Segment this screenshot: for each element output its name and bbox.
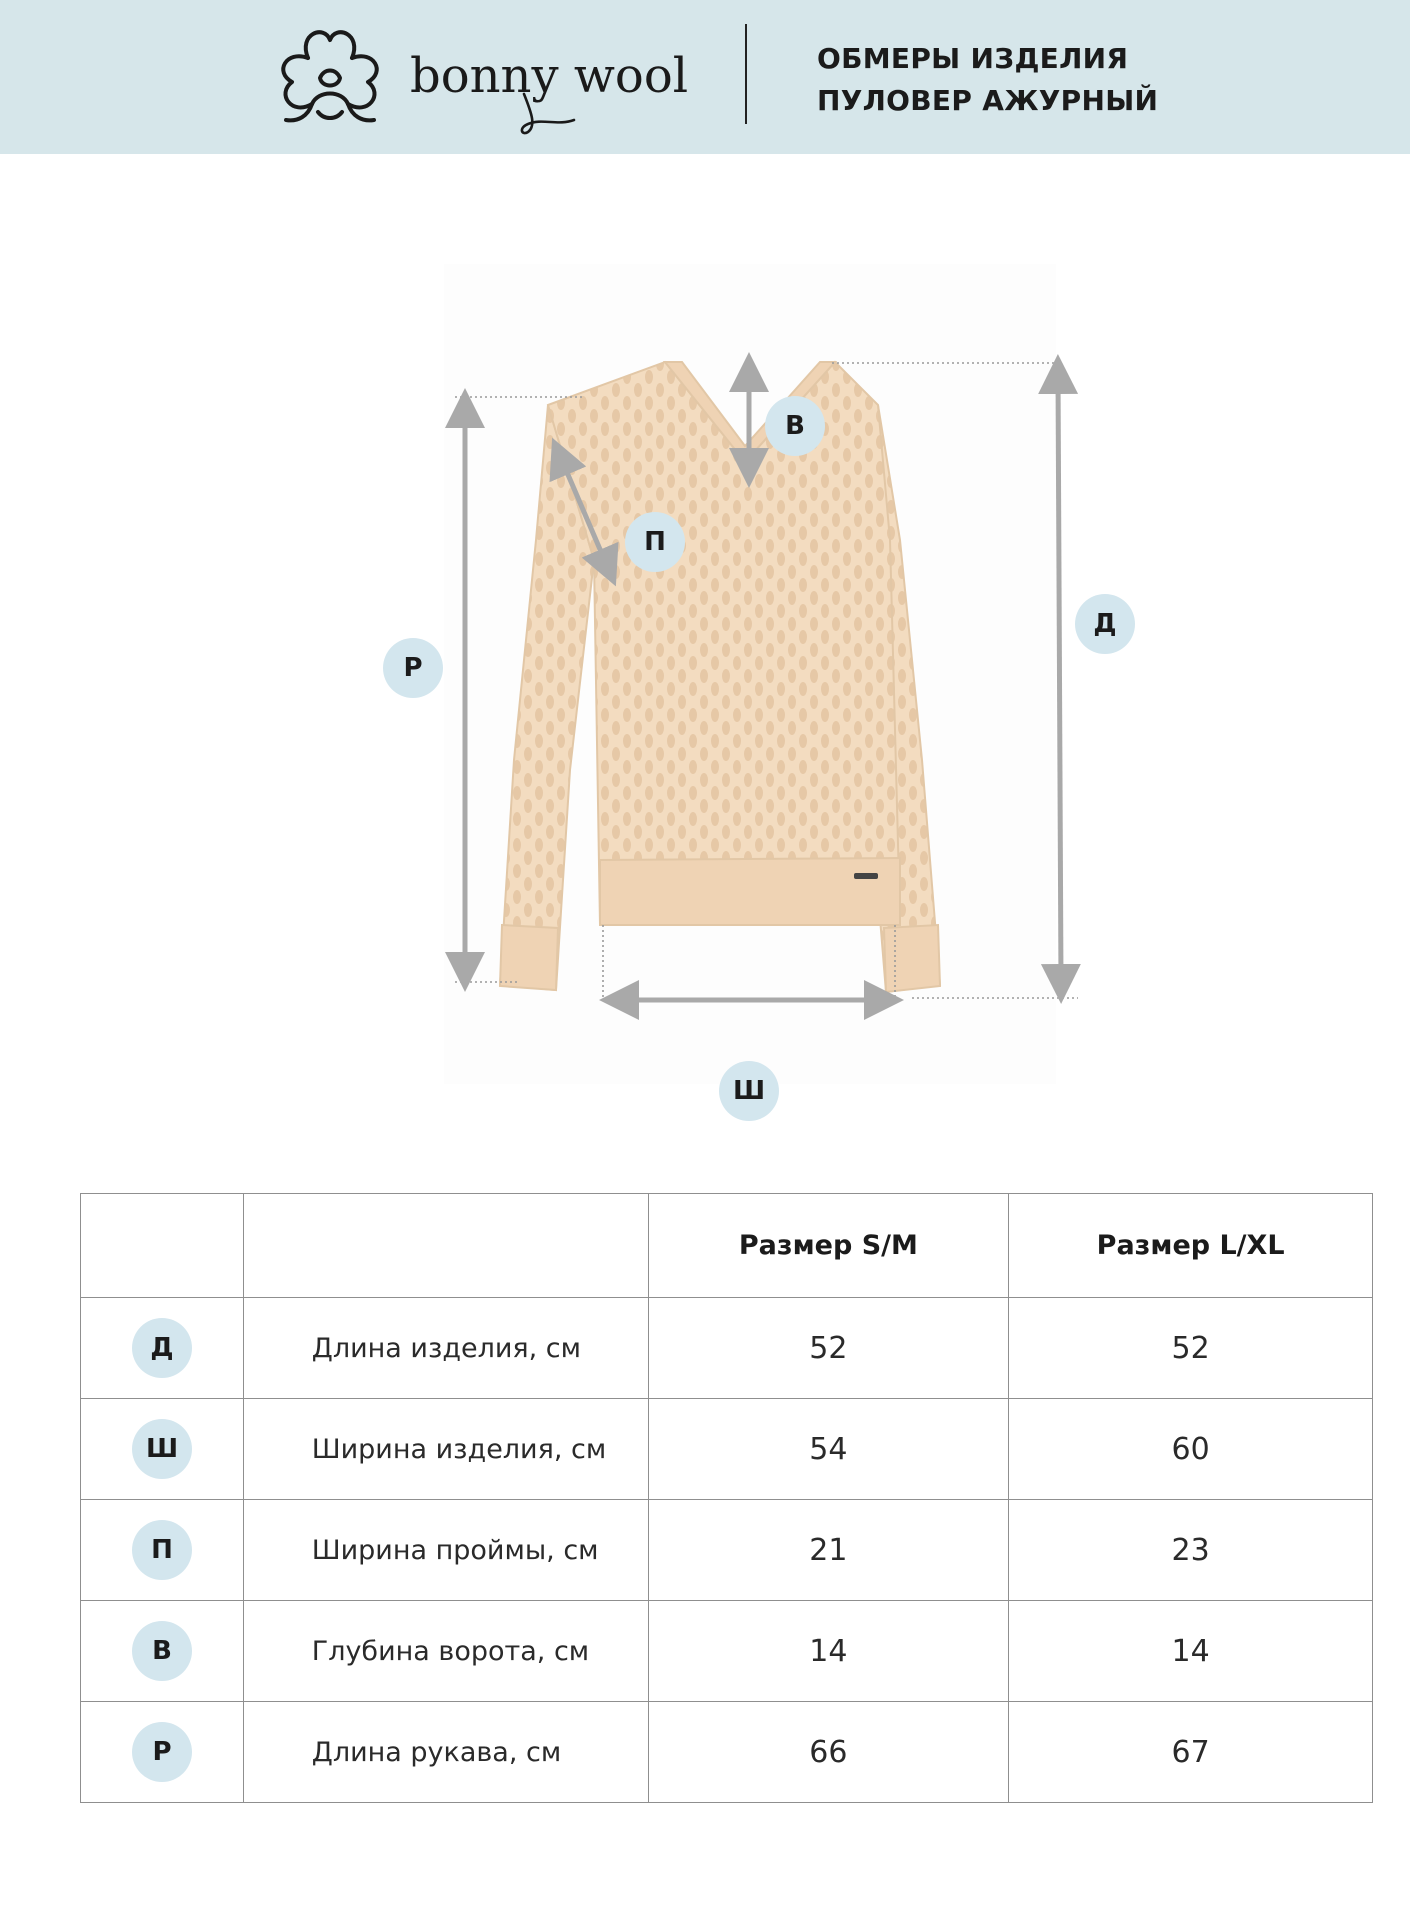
row-label: Длина рукава, см	[243, 1702, 648, 1803]
row-label: Ширина проймы, см	[243, 1500, 648, 1601]
title-line-2: ПУЛОВЕР АЖУРНЫЙ	[817, 84, 1159, 117]
row-value-lxl: 60	[1009, 1399, 1373, 1500]
header-cell-badge	[81, 1194, 244, 1298]
row-value-sm: 66	[648, 1702, 1009, 1803]
row-value-lxl: 67	[1009, 1702, 1373, 1803]
header-cell-label	[243, 1194, 648, 1298]
table-row	[81, 1702, 1373, 1803]
row-value-lxl: 52	[1009, 1298, 1373, 1399]
table-header-row	[81, 1194, 1373, 1298]
header-bar	[0, 0, 1410, 154]
header-size-sm: Размер S/M	[648, 1194, 1009, 1298]
header-divider	[745, 24, 747, 124]
row-badge: П	[132, 1520, 192, 1580]
table-row	[81, 1500, 1373, 1601]
diagram-overlay	[0, 154, 1410, 1154]
table-row	[81, 1399, 1373, 1500]
table-row	[81, 1298, 1373, 1399]
cotton-flower-icon	[268, 24, 392, 128]
row-badge: В	[132, 1621, 192, 1681]
body-length-arrow	[1058, 374, 1061, 984]
table-row	[81, 1601, 1373, 1702]
size-table	[80, 1193, 1373, 1803]
row-value-lxl: 23	[1009, 1500, 1373, 1601]
row-badge: Д	[132, 1318, 192, 1378]
row-value-sm: 54	[648, 1399, 1009, 1500]
header-size-lxl: Размер L/XL	[1009, 1194, 1373, 1298]
measurement-diagram	[0, 154, 1410, 1154]
row-badge: Ш	[132, 1419, 192, 1479]
row-label: Длина изделия, см	[243, 1298, 648, 1399]
brand-swirl-icon	[518, 90, 578, 138]
row-value-sm: 52	[648, 1298, 1009, 1399]
badge-body-length: Д	[1075, 594, 1135, 654]
row-label: Ширина изделия, см	[243, 1399, 648, 1500]
row-value-sm: 21	[648, 1500, 1009, 1601]
page-title	[817, 38, 1158, 122]
row-label: Глубина ворота, см	[243, 1601, 648, 1702]
title-line-1: ОБМЕРЫ ИЗДЕЛИЯ	[817, 42, 1129, 75]
brand-name: bonny wool	[410, 48, 689, 104]
badge-sleeve-length: Р	[383, 638, 443, 698]
row-badge: Р	[132, 1722, 192, 1782]
badge-body-width: Ш	[719, 1061, 779, 1121]
row-value-lxl: 14	[1009, 1601, 1373, 1702]
brand-logo	[268, 18, 688, 130]
row-value-sm: 14	[648, 1601, 1009, 1702]
sweater-image	[500, 362, 940, 992]
badge-neck-depth: В	[765, 396, 825, 456]
badge-armhole: П	[625, 512, 685, 572]
